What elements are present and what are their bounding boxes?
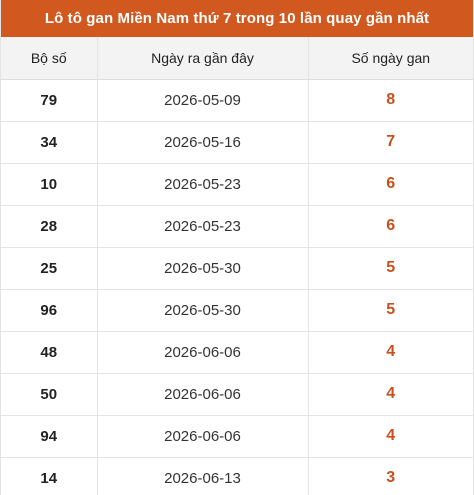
cell-ngay-ra: 2026-05-30: [97, 247, 308, 289]
header-ngay-ra: Ngày ra gần đây: [97, 37, 308, 79]
table-row: [1, 457, 473, 495]
cell-ngay-ra: 2026-06-06: [97, 373, 308, 415]
cell-bo-so: 14: [1, 457, 97, 495]
table-row: [1, 247, 473, 289]
table-row: [1, 415, 473, 457]
cell-bo-so: 79: [1, 79, 97, 121]
table-row: [1, 331, 473, 373]
cell-bo-so: 48: [1, 331, 97, 373]
cell-so-ngay-gan: 6: [308, 205, 473, 247]
cell-ngay-ra: 2026-05-23: [97, 163, 308, 205]
cell-ngay-ra: 2026-05-30: [97, 289, 308, 331]
cell-bo-so: 34: [1, 121, 97, 163]
cell-so-ngay-gan: 8: [308, 79, 473, 121]
header-so-ngay-gan: Số ngày gan: [308, 37, 473, 79]
cell-ngay-ra: 2026-05-09: [97, 79, 308, 121]
cell-so-ngay-gan: 4: [308, 373, 473, 415]
cell-ngay-ra: 2026-05-23: [97, 205, 308, 247]
table-row: [1, 373, 473, 415]
table-row: [1, 289, 473, 331]
cell-so-ngay-gan: 4: [308, 415, 473, 457]
cell-so-ngay-gan: 5: [308, 289, 473, 331]
header-bo-so: Bộ số: [1, 37, 97, 79]
table-row: [1, 121, 473, 163]
cell-ngay-ra: 2026-05-16: [97, 121, 308, 163]
header-row: [1, 37, 473, 79]
cell-bo-so: 50: [1, 373, 97, 415]
cell-bo-so: 96: [1, 289, 97, 331]
cell-so-ngay-gan: 7: [308, 121, 473, 163]
lo-gan-table: [1, 37, 473, 495]
table-row: [1, 163, 473, 205]
table-body: [1, 79, 473, 495]
table-header: [1, 37, 473, 79]
cell-bo-so: 10: [1, 163, 97, 205]
cell-so-ngay-gan: 5: [308, 247, 473, 289]
cell-ngay-ra: 2026-06-06: [97, 415, 308, 457]
widget-title: Lô tô gan Miền Nam thứ 7 trong 10 lần quay gần nhất: [1, 0, 473, 37]
cell-ngay-ra: 2026-06-13: [97, 457, 308, 495]
table-row: [1, 205, 473, 247]
cell-so-ngay-gan: 3: [308, 457, 473, 495]
cell-so-ngay-gan: 4: [308, 331, 473, 373]
cell-bo-so: 25: [1, 247, 97, 289]
cell-bo-so: 94: [1, 415, 97, 457]
cell-so-ngay-gan: 6: [308, 163, 473, 205]
cell-bo-so: 28: [1, 205, 97, 247]
cell-ngay-ra: 2026-06-06: [97, 331, 308, 373]
table-row: [1, 79, 473, 121]
